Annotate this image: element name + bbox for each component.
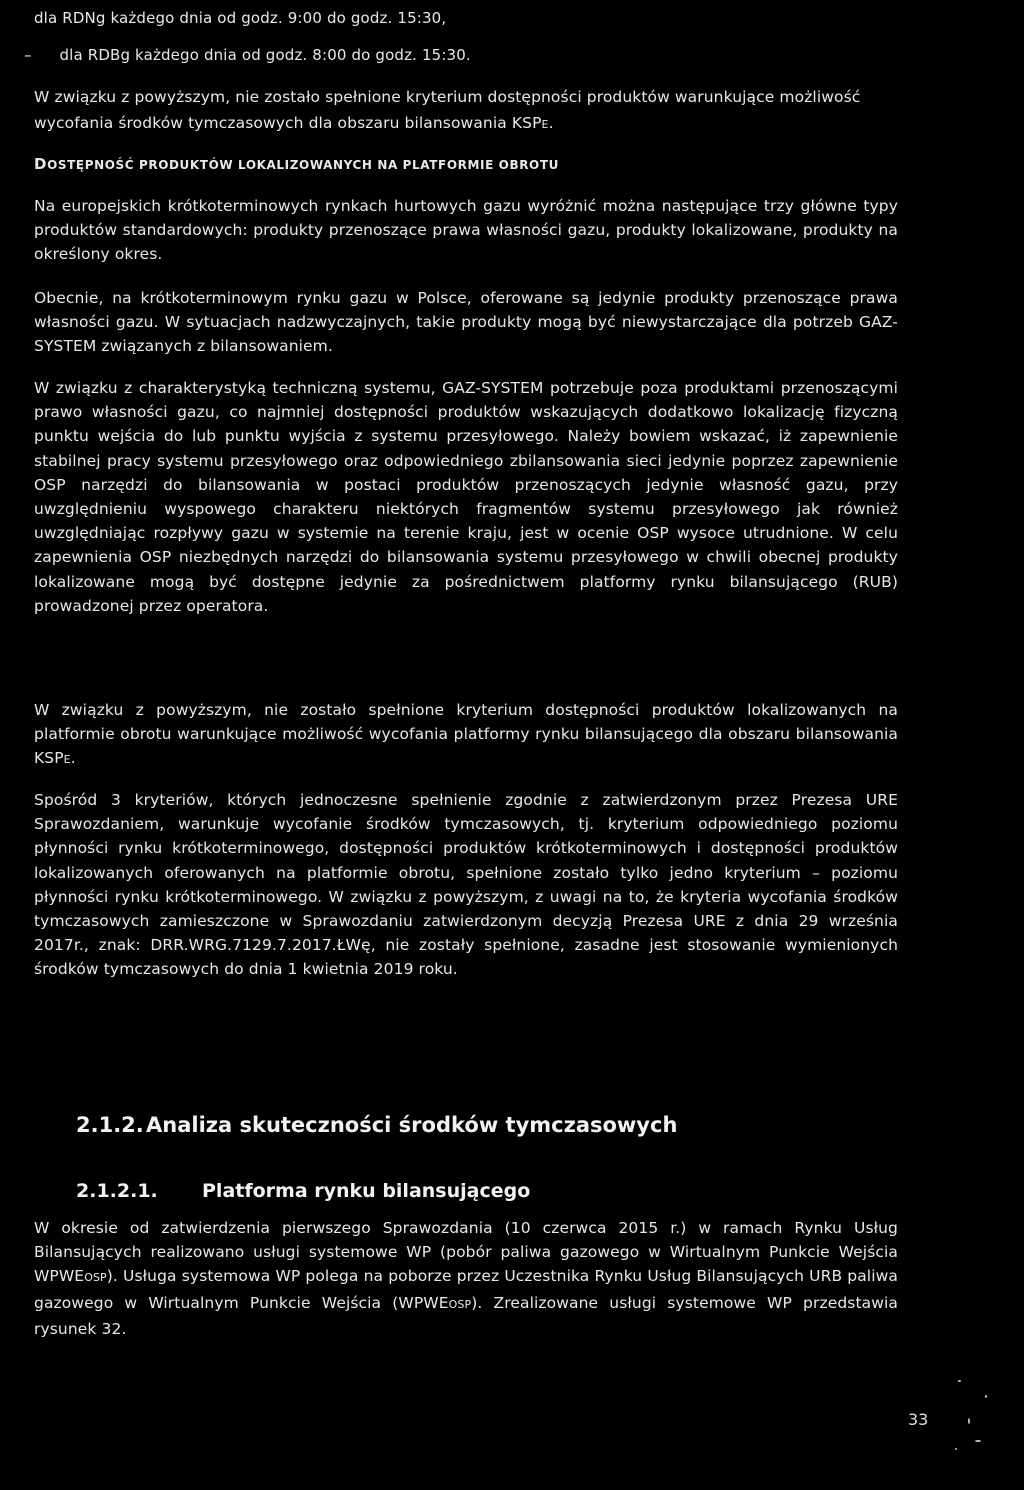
subscript: E: [541, 118, 549, 131]
subscript: OSP: [84, 1271, 107, 1285]
dash-bullet: –: [24, 46, 32, 64]
heading-2-1-2-1: 2.1.2.1. Platforma rynku bilansującego: [76, 1180, 531, 1202]
paragraph-4: W związku z charakterystyką techniczną systemu, GAZ-SYSTEM potrzebuje poza produktami przenoszącymi prawo własności gazu, co najmniej dostępności produktów wskazujących dodatkowo lokalizację fizyczną punktu wejścia do lub punktu wyjścia z systemu przesyłowego. Należy bowiem wskazać, iż zapewnienie stabilnej pracy systemu przesyłowego oraz odpowiedniego zbilansowania sieci jedynie poprzez zapewnienie OSP narzędzi do bilansowania w postaci produktów przenoszących jedynie własność gazu, przy uwzględnieniu wyspowego charakteru niektórych fragmentów systemu przesyłowego jak również uwzględniając rozpływy gazu w systemie na terenie kraju, jest w ocenie OSP wysoce utrudnione. W celu zapewnienia OSP niezbędnych narzędzi do bilansowania systemu przesyłowego w chwili obecnej produkty lokalizowane mogą być dostępne jedynie za pośrednictwem platformy rynku bilansującego (RUB) prowadzonej przez operatora.: [34, 379, 898, 615]
scan-speck: [968, 1418, 970, 1424]
scan-speck: [958, 1380, 961, 1382]
top-line-rdbg: – dla RDBg każdego dnia od godz. 8:00 do godz. 15:30.: [24, 46, 471, 64]
paragraph-2: Na europejskich krótkoterminowych rynkach hurtowych gazu wyróżnić można następujące trzy główne typy produktów standardowych: produkty przenoszące prawa własności gazu, produkty lokalizowane, produkty na określony okres.: [34, 197, 898, 264]
paragraph-6: Spośród 3 kryteriów, których jednoczesne spełnienie zgodnie z zatwierdzonym przez Prezesa URE Sprawozdaniem, warunkuje wycofanie środków tymczasowych, tj. kryterium odpowiedniego poziomu płynności rynku krótkoterminowego, dostępności produktów krótkoterminowych i dostępności produktów lokalizowanych oferowanych na platformie obrotu, spełnione zostało tylko jedno kryterium – poziomu płynności rynku krótkoterminowego. W związku z powyższym, z uwagi na to, że kryteria wycofania środków tymczasowych zamieszczone w Sprawozdaniu zatwierdzonym decyzją Prezesa URE z dnia 29 września 2017r., znak: DRR.WRG.7129.7.2017.ŁWę, nie zostały spełnione, zasadne jest stosowanie wymienionych środków tymczasowych do dnia 1 kwietnia 2019 roku.: [34, 791, 898, 979]
scan-speck: [955, 1448, 957, 1450]
section-heading: DOSTĘPNOŚĆ PRODUKTÓW LOKALIZOWANYCH NA PLATFORMIE OBROTU: [34, 155, 559, 173]
paragraph-3: Obecnie, na krótkoterminowym rynku gazu w Polsce, oferowane są jedynie produkty przenoszące prawa własności gazu. W sytuacjach nadzwyczajnych, takie produkty mogą być niewystarczające dla potrzeb GAZ-SYSTEM związanych z bilansowaniem.: [34, 289, 898, 356]
top-line-rdng: dla RDNg każdego dnia od godz. 9:00 do godz. 15:30,: [34, 9, 447, 27]
subscript: E: [63, 753, 71, 767]
paragraph-1: W związku z powyższym, nie zostało spełnione kryterium dostępności produktów warunkujące możliwość wycofania środków tymczasowych dla obszaru bilansowania KSPE.: [34, 88, 861, 132]
paragraph-7: W okresie od zatwierdzenia pierwszego Sprawozdania (10 czerwca 2015 r.) w ramach Rynku Usług Bilansujących realizowano usługi systemowe WP (pobór paliwa gazowego w Wirtualnym Punkcie Wejścia WPWEOSP). Usługa systemowa WP polega na poborze przez Uczestnika Rynku Usług Bilansujących URB paliwa gazowego w Wirtualnym Punkcie Wejścia (WPWEOSP). Zrealizowane usługi systemowe WP przedstawia rysunek 32.: [34, 1219, 899, 1338]
heading-2-1-2: 2.1.2. Analiza skuteczności środków tymczasowych: [76, 1113, 678, 1137]
scan-speck: [985, 1395, 987, 1398]
subscript: OSP: [448, 1297, 472, 1311]
paragraph-5: W związku z powyższym, nie zostało spełnione kryterium dostępności produktów lokalizowanych na platformie obrotu warunkujące możliwość wycofania platformy rynku bilansującego dla obszaru bilansowania KSPE.: [34, 701, 898, 768]
scan-speck: [975, 1440, 981, 1442]
page-number: 33: [908, 1410, 929, 1429]
